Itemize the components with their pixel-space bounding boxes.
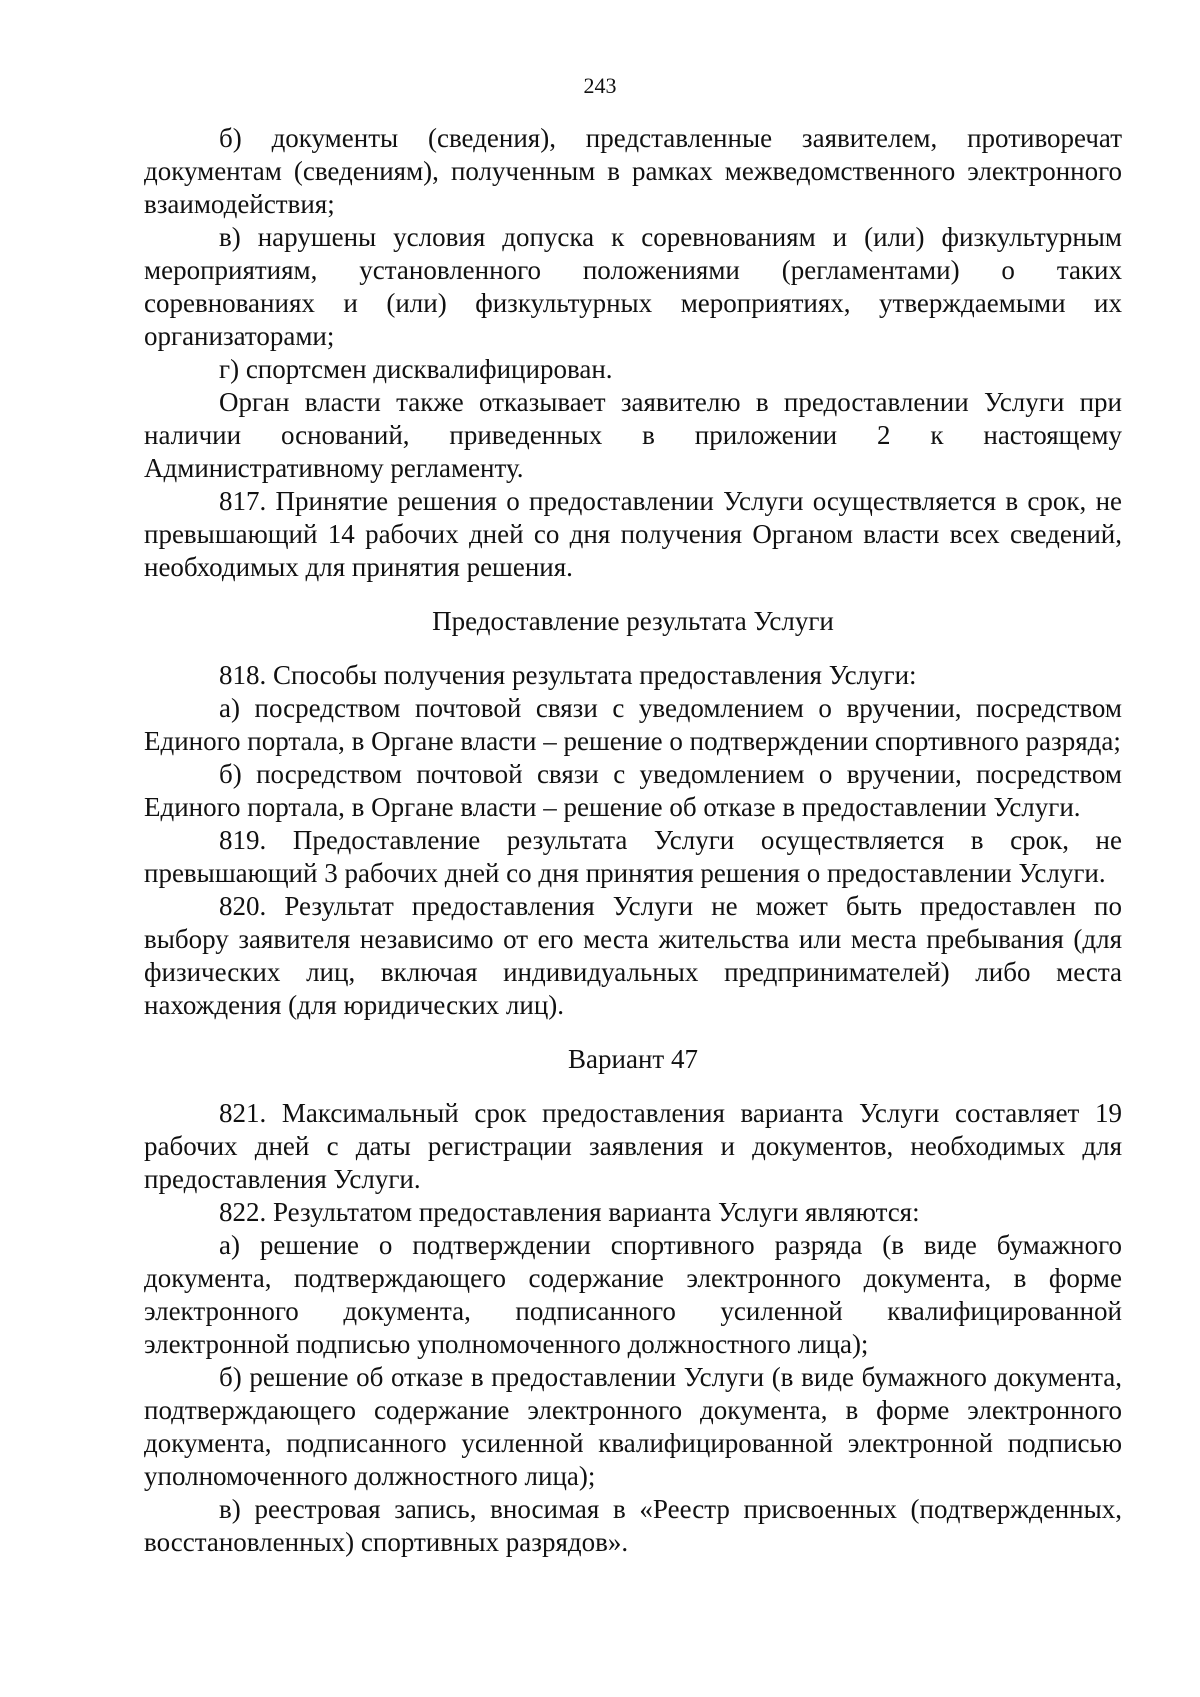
paragraph-authority-refusal: Орган власти также отказывает заявителю в предоставлении Услуги при наличии оснований, приведенных в приложении 2 к настоящему Административному регламенту. <box>144 387 1122 483</box>
paragraph-v-admission-conditions: в) нарушены условия допуска к соревнованиям и (или) физкультурным мероприятиям, установленного положениями (регламентами) о таких соревнованиях и (или) физкультурных мероприятиях, утверждаемыми их организаторами; <box>144 222 1122 351</box>
section-heading-variant-47: Вариант 47 <box>568 1044 698 1074</box>
paragraph-820: 820. Результат предоставления Услуги не может быть предоставлен по выбору заявителя независимо от его места жительства или места пребывания (для физических лиц, включая индивидуальных предпринимателей) либо места нахождения (для юридических лиц). <box>144 891 1122 1020</box>
paragraph-818: 818. Способы получения результата предоставления Услуги: <box>219 660 917 690</box>
paragraph-g-disqualified: г) спортсмен дисквалифицирован. <box>219 354 613 384</box>
document-body <box>144 122 1122 1559</box>
section-heading-result: Предоставление результата Услуги <box>432 606 834 636</box>
paragraph-821: 821. Максимальный срок предоставления варианта Услуги составляет 19 рабочих дней с даты регистрации заявления и документов, необходимых для предоставления Услуги. <box>144 1098 1122 1194</box>
paragraph-822-a: а) решение о подтверждении спортивного разряда (в виде бумажного документа, подтверждающего содержание электронного документа, в форме электронного документа, подписанного усиленной квалифицированной электронной подписью уполномоченного должностного лица); <box>144 1230 1122 1359</box>
paragraph-822: 822. Результатом предоставления варианта Услуги являются: <box>219 1197 920 1227</box>
paragraph-818-a: а) посредством почтовой связи с уведомлением о вручении, посредством Единого портала, в Органе власти – решение о подтверждении спортивного разряда; <box>144 693 1122 756</box>
paragraph-b-documents-contradict: б) документы (сведения), представленные заявителем, противоречат документам (сведениям), полученным в рамках межведомственного электронного взаимодействия; <box>144 123 1122 219</box>
paragraph-818-b: б) посредством почтовой связи с уведомлением о вручении, посредством Единого портала, в Органе власти – решение об отказе в предоставлении Услуги. <box>144 759 1122 822</box>
paragraph-822-v: в) реестровая запись, вносимая в «Реестр присвоенных (подтвержденных, восстановленных) спортивных разрядов». <box>144 1494 1122 1557</box>
paragraph-822-b: б) решение об отказе в предоставлении Услуги (в виде бумажного документа, подтверждающего содержание электронного документа, в форме электронного документа, подписанного усиленной квалифицированной электронной подписью уполномоченного должностного лица); <box>144 1362 1122 1491</box>
page-number: 243 <box>583 73 617 98</box>
paragraph-819: 819. Предоставление результата Услуги осуществляется в срок, не превышающий 3 рабочих дней со дня принятия решения о предоставлении Услуги. <box>144 825 1122 888</box>
paragraph-817: 817. Принятие решения о предоставлении Услуги осуществляется в срок, не превышающий 14 рабочих дней со дня получения Органом власти всех сведений, необходимых для принятия решения. <box>144 486 1122 582</box>
